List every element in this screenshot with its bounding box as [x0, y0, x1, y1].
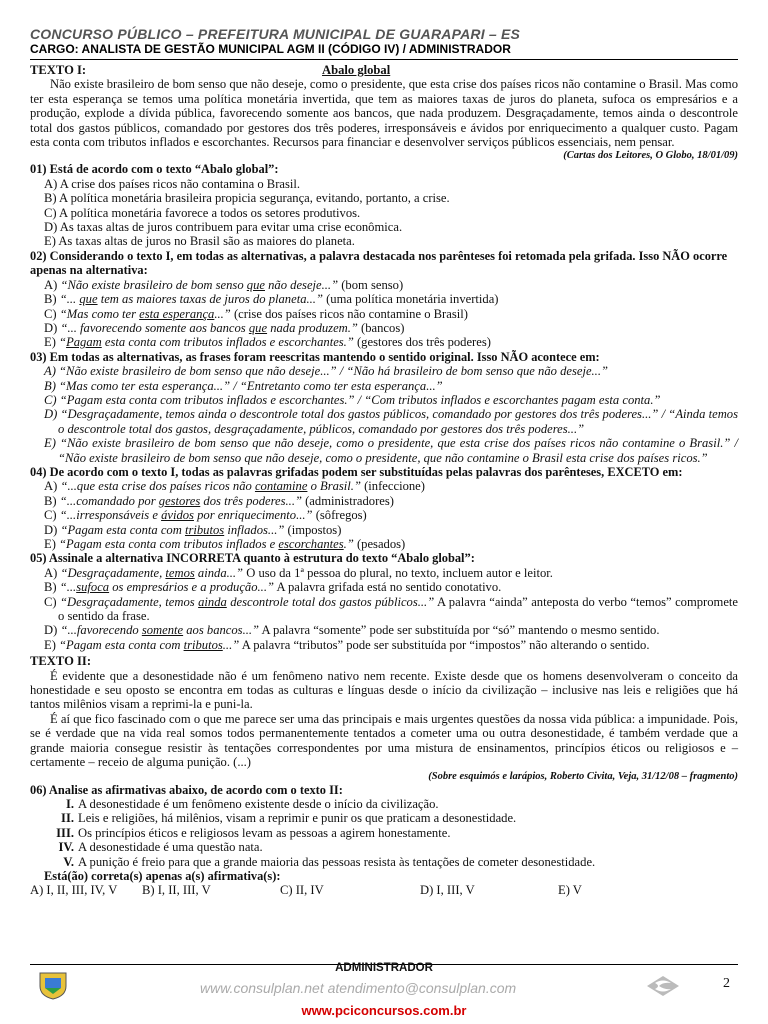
option-quote-post: ainda...”: [194, 565, 244, 580]
option-note: (impostos): [284, 522, 342, 537]
option-quote-post: por enriquecimento...”: [193, 508, 313, 523]
option-quote-pre: “Pagam esta conta com tributos inflados e: [59, 537, 279, 551]
option-letter: D): [44, 320, 58, 335]
option-quote-post: os empresários e a produção...”: [109, 580, 274, 595]
option-note: O uso da 1ª pessoa do plural, no texto, incluem autor e leitor.: [243, 565, 553, 580]
question-5-option-a[interactable]: [30, 566, 738, 580]
question-4-stem: 04) De acordo com o texto I, todas as palavras grifadas podem ser substituídas pelas palavras dos parênteses, EXCETO em:: [30, 464, 683, 479]
question-5-option-b[interactable]: [30, 580, 738, 594]
option-underlined-word: que: [246, 277, 265, 292]
option-quote-pre: “: [59, 335, 67, 350]
option-letter: C): [44, 306, 57, 321]
option-underlined-word: Pagam: [66, 335, 102, 350]
question-6-choice-c[interactable]: C) II, IV: [280, 883, 324, 898]
option-quote-post: não deseje...”: [264, 277, 339, 292]
question-6-choice-a[interactable]: A) I, II, III, IV, V: [30, 883, 118, 898]
question-3-option-d[interactable]: [30, 407, 738, 436]
question-2-stem: 02) Considerando o texto I, em todas as alternativas, a palavra destacada nos parênteses foi retomada pela grifada. Isso NÃO ocorre apenas na alternativa:: [30, 248, 728, 278]
option-letter: B): [44, 493, 57, 508]
option-note: (sôfregos): [312, 508, 367, 523]
option-letter: B): [44, 580, 57, 595]
question-3-option-a[interactable]: [30, 364, 738, 378]
option-letter: A): [44, 277, 58, 292]
option-quote-post: esta conta com tributos inflados e escorchantes.”: [101, 335, 354, 350]
option-letter: A): [44, 479, 58, 494]
texto2-label: TEXTO II:: [30, 654, 92, 669]
option-letter: C): [44, 508, 57, 523]
option-underlined-word: que: [79, 292, 98, 307]
option-quote-post: ...”: [214, 306, 231, 321]
texto1-source: (Cartas dos Leitores, O Globo, 18/01/09): [563, 150, 738, 162]
question-4-option-a[interactable]: [30, 479, 738, 493]
question-5-stem: 05) Assinale a alternativa INCORRETA quanto à estrutura do texto “Abalo global”:: [30, 551, 475, 566]
option-text: D) “Desgraçadamente, temos ainda o descontrole total dos gastos públicos, comandado por gestores dos três poderes...” / “Ainda temos o descontrole total dos gastos, desgraçadamente, públicos, comandado por gestores dos três poderes...”: [44, 407, 738, 436]
footer-contact[interactable]: www.consulplan.net atendimento@consulplan.com: [200, 980, 517, 996]
question-3-option-e[interactable]: [30, 436, 738, 465]
option-quote-pre: “...: [59, 292, 80, 307]
option-quote-post: aos bancos...”: [183, 623, 260, 638]
option-note: (administradores): [301, 493, 394, 508]
statement-text: A desonestidade é uma questão nata.: [78, 840, 263, 855]
option-quote-post: descontrole total dos gastos públicos...”: [226, 594, 435, 609]
question-1-option-a[interactable]: A) A crise dos países ricos não contamina o Brasil.: [44, 176, 301, 191]
question-6-choice-e[interactable]: E) V: [558, 883, 582, 898]
option-note: A palavra “somente” pode ser substituída por “só” mantendo o mesmo sentido.: [259, 623, 660, 638]
texto1-label: TEXTO I:: [30, 63, 87, 77]
option-quote-pre: “Desgraçadamente, temos: [60, 594, 199, 609]
question-1-stem: 01) Está de acordo com o texto “Abalo global”:: [30, 162, 279, 177]
header-position: CARGO: ANALISTA DE GESTÃO MUNICIPAL AGM II (CÓDIGO IV) / ADMINISTRADOR: [30, 42, 511, 56]
statement-number: II.: [61, 811, 74, 826]
option-quote-pre: “...irresponsáveis e: [59, 508, 162, 523]
question-1-option-e[interactable]: E) As taxas altas de juros no Brasil são as maiores do planeta.: [44, 234, 355, 249]
option-quote-pre: “...comandado por: [59, 493, 159, 508]
option-quote-post: ...”: [222, 637, 240, 652]
option-letter: E): [44, 537, 56, 551]
option-text: A) “Não existe brasileiro de bom senso que não deseje...” / “Não há brasileiro de bom senso que não deseje...”: [44, 364, 608, 379]
option-note: (bancos): [357, 320, 405, 335]
option-underlined-word: temos: [165, 565, 195, 580]
option-underlined-word: escorchantes: [278, 537, 344, 551]
texto2-source: (Sobre esquimós e larápios, Roberto Civita, Veja, 31/12/08 – fragmento): [428, 770, 738, 782]
question-6-statements: [30, 797, 738, 869]
statement-iv: [30, 840, 738, 854]
question-5-options: [30, 566, 738, 652]
option-letter: B): [44, 292, 57, 307]
option-text: B) “Mas como ter esta esperança...” / “Entretanto como ter esta esperança...”: [44, 378, 443, 393]
option-quote-post: .”: [343, 537, 354, 551]
municipal-seal-icon: [36, 970, 70, 1000]
statement-i: [30, 797, 738, 811]
page-footer: [30, 958, 738, 1002]
option-note: (pesados): [353, 537, 406, 551]
texto2-paragraph-1: É evidente que a desonestidade não é um fenômeno nativo nem recente. Existe desde que os homens desenvolveram o conceito da honestidade e seu oposto se encontra em todas as culturas e línguas desde o início da civilização – inclusive nas leis e religiões que há tantos milênios visam a reprimi-la e puni-la.: [30, 668, 738, 712]
option-quote-post: dos três poderes...”: [200, 493, 302, 508]
question-1-option-d[interactable]: D) As taxas altas de juros contribuem para evitar uma crise econômica.: [44, 220, 403, 235]
question-5-option-e[interactable]: [30, 638, 738, 652]
question-6-choice-d[interactable]: D) I, III, V: [420, 883, 475, 898]
question-1-options: [30, 177, 738, 249]
question-4-option-d[interactable]: [30, 523, 738, 537]
option-letter: C): [44, 594, 57, 609]
statement-text: Leis e religiões, há milênios, visam a reprimir e punir os que praticam a desonestidade.: [78, 811, 517, 826]
option-quote-pre: “...favorecendo: [60, 623, 142, 638]
option-underlined-word: sufoca: [76, 580, 110, 595]
statement-ii: [30, 811, 738, 825]
texto1-title: Abalo global: [322, 63, 391, 77]
option-quote-pre: “Mas como ter: [59, 306, 140, 321]
option-note: (bom senso): [338, 277, 404, 292]
statement-number: III.: [56, 825, 74, 840]
option-quote-pre: “Pagam esta conta com: [60, 522, 185, 537]
option-underlined-word: tributos: [183, 637, 223, 652]
question-6-choices: [30, 883, 738, 897]
exam-page: [30, 26, 738, 898]
source-site-link[interactable]: www.pciconcursos.com.br: [301, 1003, 467, 1018]
statement-number: V.: [63, 854, 74, 869]
question-4-option-e[interactable]: [30, 537, 738, 551]
question-5-option-d[interactable]: [30, 623, 738, 637]
texto1-body: Não existe brasileiro de bom senso que não deseje, como o presidente, que esta crise dos países ricos não contamine o Brasil. Mas como ter esta esperança se temos uma política monetária invertida, que tem as maiores taxas de juros do planeta, sufoca os empresários e a produção, explode a dívida pública, favorecendo somente aos bancos, que nada produzem. Desgraçadamente, temos ainda o descontrole total dos gastos públicos, comandado por gestores dos três poderes, irresponsáveis e ávidos por enriquecimento a qualquer custo. Pagam esta conta com tributos inflados e escorchantes. Recursos para financiar e desenvolver serviços públicos essenciais, nem pensar.: [30, 77, 738, 150]
option-letter: A): [44, 565, 58, 580]
option-underlined-word: que: [248, 320, 268, 335]
question-2-option-c[interactable]: [30, 307, 738, 321]
option-quote-pre: “...que esta crise dos países ricos não: [60, 479, 255, 494]
option-quote-pre: “Pagam esta conta com: [59, 637, 184, 652]
statement-v: [30, 855, 738, 869]
option-underlined-word: ávidos: [161, 508, 194, 523]
header-divider: [30, 59, 738, 60]
question-3-stem: 03) Em todas as alternativas, as frases foram reescritas mantendo o sentido original. Isso NÃO acontece em:: [30, 349, 600, 364]
option-underlined-word: somente: [141, 623, 184, 638]
option-note: (crise dos países ricos não contamine o Brasil): [230, 306, 468, 321]
option-quote-post: nada produzem.”: [267, 320, 358, 335]
option-letter: E): [44, 637, 56, 652]
statement-iii: [30, 826, 738, 840]
option-note: A palavra grifada está no sentido conotativo.: [273, 580, 502, 595]
question-6-prompt: Está(ão) correta(s) apenas a(s) afirmativa(s):: [44, 868, 281, 883]
question-2-option-b[interactable]: [30, 292, 738, 306]
statement-text: Os princípios éticos e religiosos levam as pessoas a agirem honestamente.: [78, 825, 451, 840]
statement-number: IV.: [58, 840, 74, 855]
question-6-stem: 06) Analise as afirmativas abaixo, de acordo com o texto II:: [30, 782, 343, 797]
header-contest: CONCURSO PÚBLICO – PREFEITURA MUNICIPAL DE GUARAPARI – ES: [30, 26, 521, 42]
option-letter: D): [44, 623, 58, 638]
option-note: (gestores dos três poderes): [353, 335, 491, 350]
question-3-options: [30, 364, 738, 465]
option-quote-post: o Brasil.”: [307, 479, 361, 494]
statement-number: I.: [65, 796, 74, 811]
question-1-option-c[interactable]: C) A política monetária favorece a todos os setores produtivos.: [44, 205, 361, 220]
question-2-option-e[interactable]: [30, 335, 738, 349]
option-quote-pre: “...: [59, 580, 77, 595]
option-note: (infeccione): [360, 479, 425, 494]
option-note: (uma política monetária invertida): [322, 292, 499, 307]
footer-position-title: ADMINISTRADOR: [335, 962, 433, 974]
option-underlined-word: contamine: [254, 479, 308, 494]
option-quote-pre: “Não existe brasileiro de bom senso: [60, 277, 247, 292]
option-letter: E): [44, 335, 56, 350]
question-3-option-b[interactable]: [30, 379, 738, 393]
option-underlined-word: esta esperança: [139, 306, 215, 321]
question-2-option-d[interactable]: [30, 321, 738, 335]
question-4-option-c[interactable]: [30, 508, 738, 522]
option-letter: D): [44, 522, 58, 537]
texto1-heading: [30, 63, 738, 77]
page-number: 2: [723, 976, 730, 991]
option-text: E) “Não existe brasileiro de bom senso que não deseje, como o presidente, que esta crise dos países ricos não contamine o Brasil.” / “Não existe brasileiro de bom senso que não deseje, como o presidente, que não contamine o Brasil esta crise dos países ricos.”: [44, 436, 738, 465]
option-underlined-word: tributos: [184, 522, 225, 537]
texto2-paragraph-2: É aí que fico fascinado com o que me parece ser uma das principais e mais urgentes questões da nossa vida pública: a impunidade. Pois, se é verdade que na vida real somos todos permanentemente tentados a cometer uma ou outra desonestidade, é também verdade que a grande maioria consegue resistir às tentações correspondentes por uma mistura de ensinamentos, princípios éticos ou religiosos e – certamente – receio de alguma punição. (...): [30, 711, 738, 770]
option-quote-post: tem as maiores taxas de juros do planeta...”: [97, 292, 323, 307]
consulplan-logo-icon: [645, 974, 681, 998]
option-note: A palavra “ainda” anteposta do verbo “temos” compromete o sentido da frase.: [58, 594, 739, 624]
option-quote-post: inflados...”: [224, 522, 285, 537]
option-quote-pre: “... favorecendo somente aos bancos: [60, 320, 249, 335]
option-note: A palavra “tributos” pode ser substituída por “impostos” não alterando o sentido.: [239, 637, 650, 652]
option-underlined-word: ainda: [198, 594, 227, 609]
option-quote-pre: “Desgraçadamente,: [60, 565, 166, 580]
question-3-option-c[interactable]: [30, 393, 738, 407]
question-5-option-c[interactable]: [30, 595, 738, 624]
option-text: C) “Pagam esta conta com tributos inflados e escorchantes.” / “Com tributos inflados e escorchantes pagam esta conta.”: [44, 392, 661, 407]
question-6-choice-b[interactable]: B) I, II, III, V: [142, 883, 211, 898]
option-underlined-word: gestores: [158, 493, 201, 508]
question-4-option-b[interactable]: [30, 494, 738, 508]
question-2-options: [30, 278, 738, 350]
statement-text: A punição é freio para que a grande maioria das pessoas resista às tentações de cometer desonestidade.: [78, 854, 596, 869]
question-1-option-b[interactable]: B) A política monetária brasileira propicia segurança, evitando, portanto, a crise.: [44, 191, 450, 206]
statement-text: A desonestidade é um fenômeno existente desde o início da civilização.: [78, 796, 439, 811]
question-4-options: [30, 479, 738, 551]
question-2-option-a[interactable]: [30, 278, 738, 292]
